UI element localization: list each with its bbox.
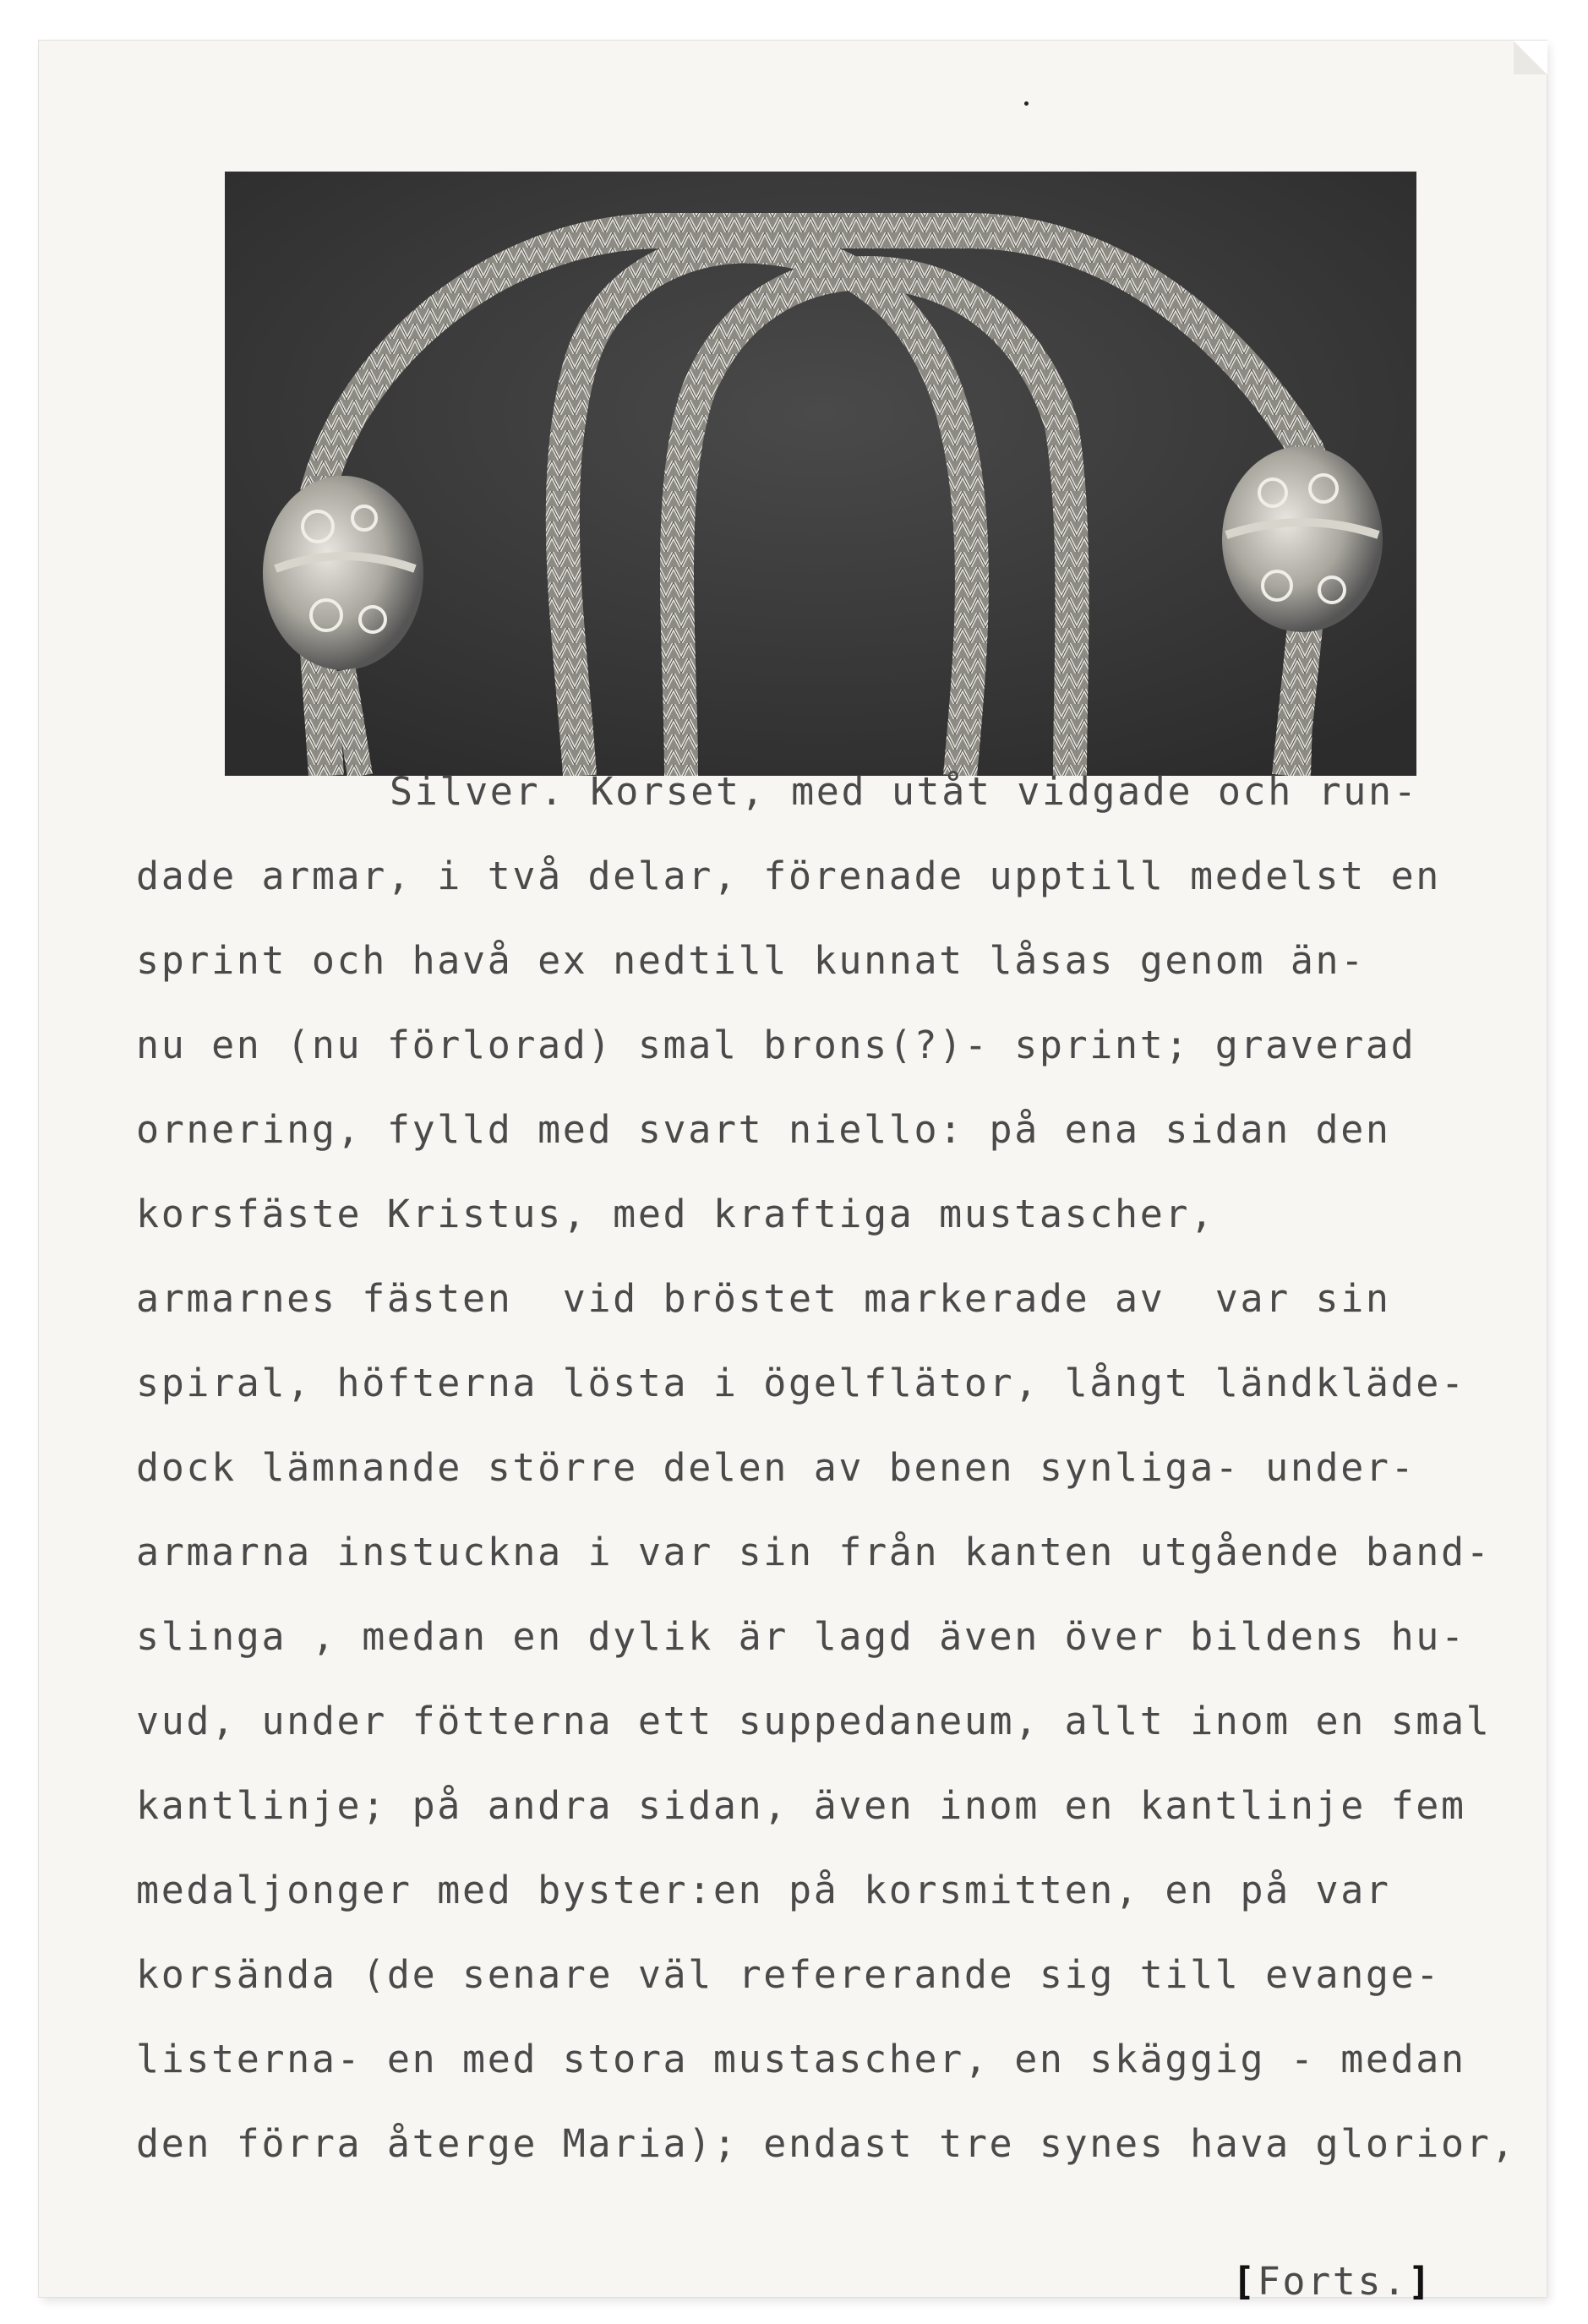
- bracket-open: [: [1232, 2259, 1258, 2304]
- text-line: den förra återge Maria); endast tre synes hava glorior,: [136, 2121, 1517, 2166]
- typed-description: [39, 41, 1547, 2297]
- continuation-mark: [1232, 2259, 1433, 2304]
- bracket-close: ]: [1407, 2259, 1433, 2304]
- text-line: Silver. Korset, med utåt vidgade och run-: [390, 769, 1419, 814]
- text-line: armarnes fästen vid bröstet markerade av var sin: [136, 1276, 1391, 1321]
- text-line: vud, under fötterna ett suppedaneum, allt inom en smal: [136, 1699, 1492, 1743]
- text-line: medaljonger med byster:en på korsmitten, en på var: [136, 1868, 1391, 1912]
- text-line: slinga , medan en dylik är lagd även över bildens hu-: [136, 1614, 1466, 1659]
- text-line: korsända (de senare väl refererande sig till evange-: [136, 1952, 1441, 1997]
- text-line: dade armar, i två delar, förenade upptill medelst en: [136, 854, 1441, 898]
- text-line: kantlinje; på andra sidan, även inom en kantlinje fem: [136, 1783, 1466, 1828]
- continuation-label: Forts.: [1257, 2259, 1408, 2304]
- text-line: armarna instuckna i var sin från kanten utgående band-: [136, 1530, 1492, 1574]
- text-line: sprint och havå ex nedtill kunnat låsas genom än-: [136, 938, 1366, 983]
- text-line: nu en (nu förlorad) smal brons(?)- sprint; graverad: [136, 1023, 1416, 1067]
- text-line: listerna- en med stora mustascher, en skäggig - medan: [136, 2037, 1466, 2081]
- text-line: ornering, fylld med svart niello: på ena sidan den: [136, 1107, 1391, 1152]
- text-line: dock lämnande större delen av benen synliga- under-: [136, 1445, 1416, 1490]
- document-card: [39, 41, 1547, 2304]
- text-line: korsfäste Kristus, med kraftiga mustascher,: [136, 1192, 1215, 1236]
- text-line: spiral, höfterna lösta i ögelflätor, långt ländkläde-: [136, 1361, 1466, 1405]
